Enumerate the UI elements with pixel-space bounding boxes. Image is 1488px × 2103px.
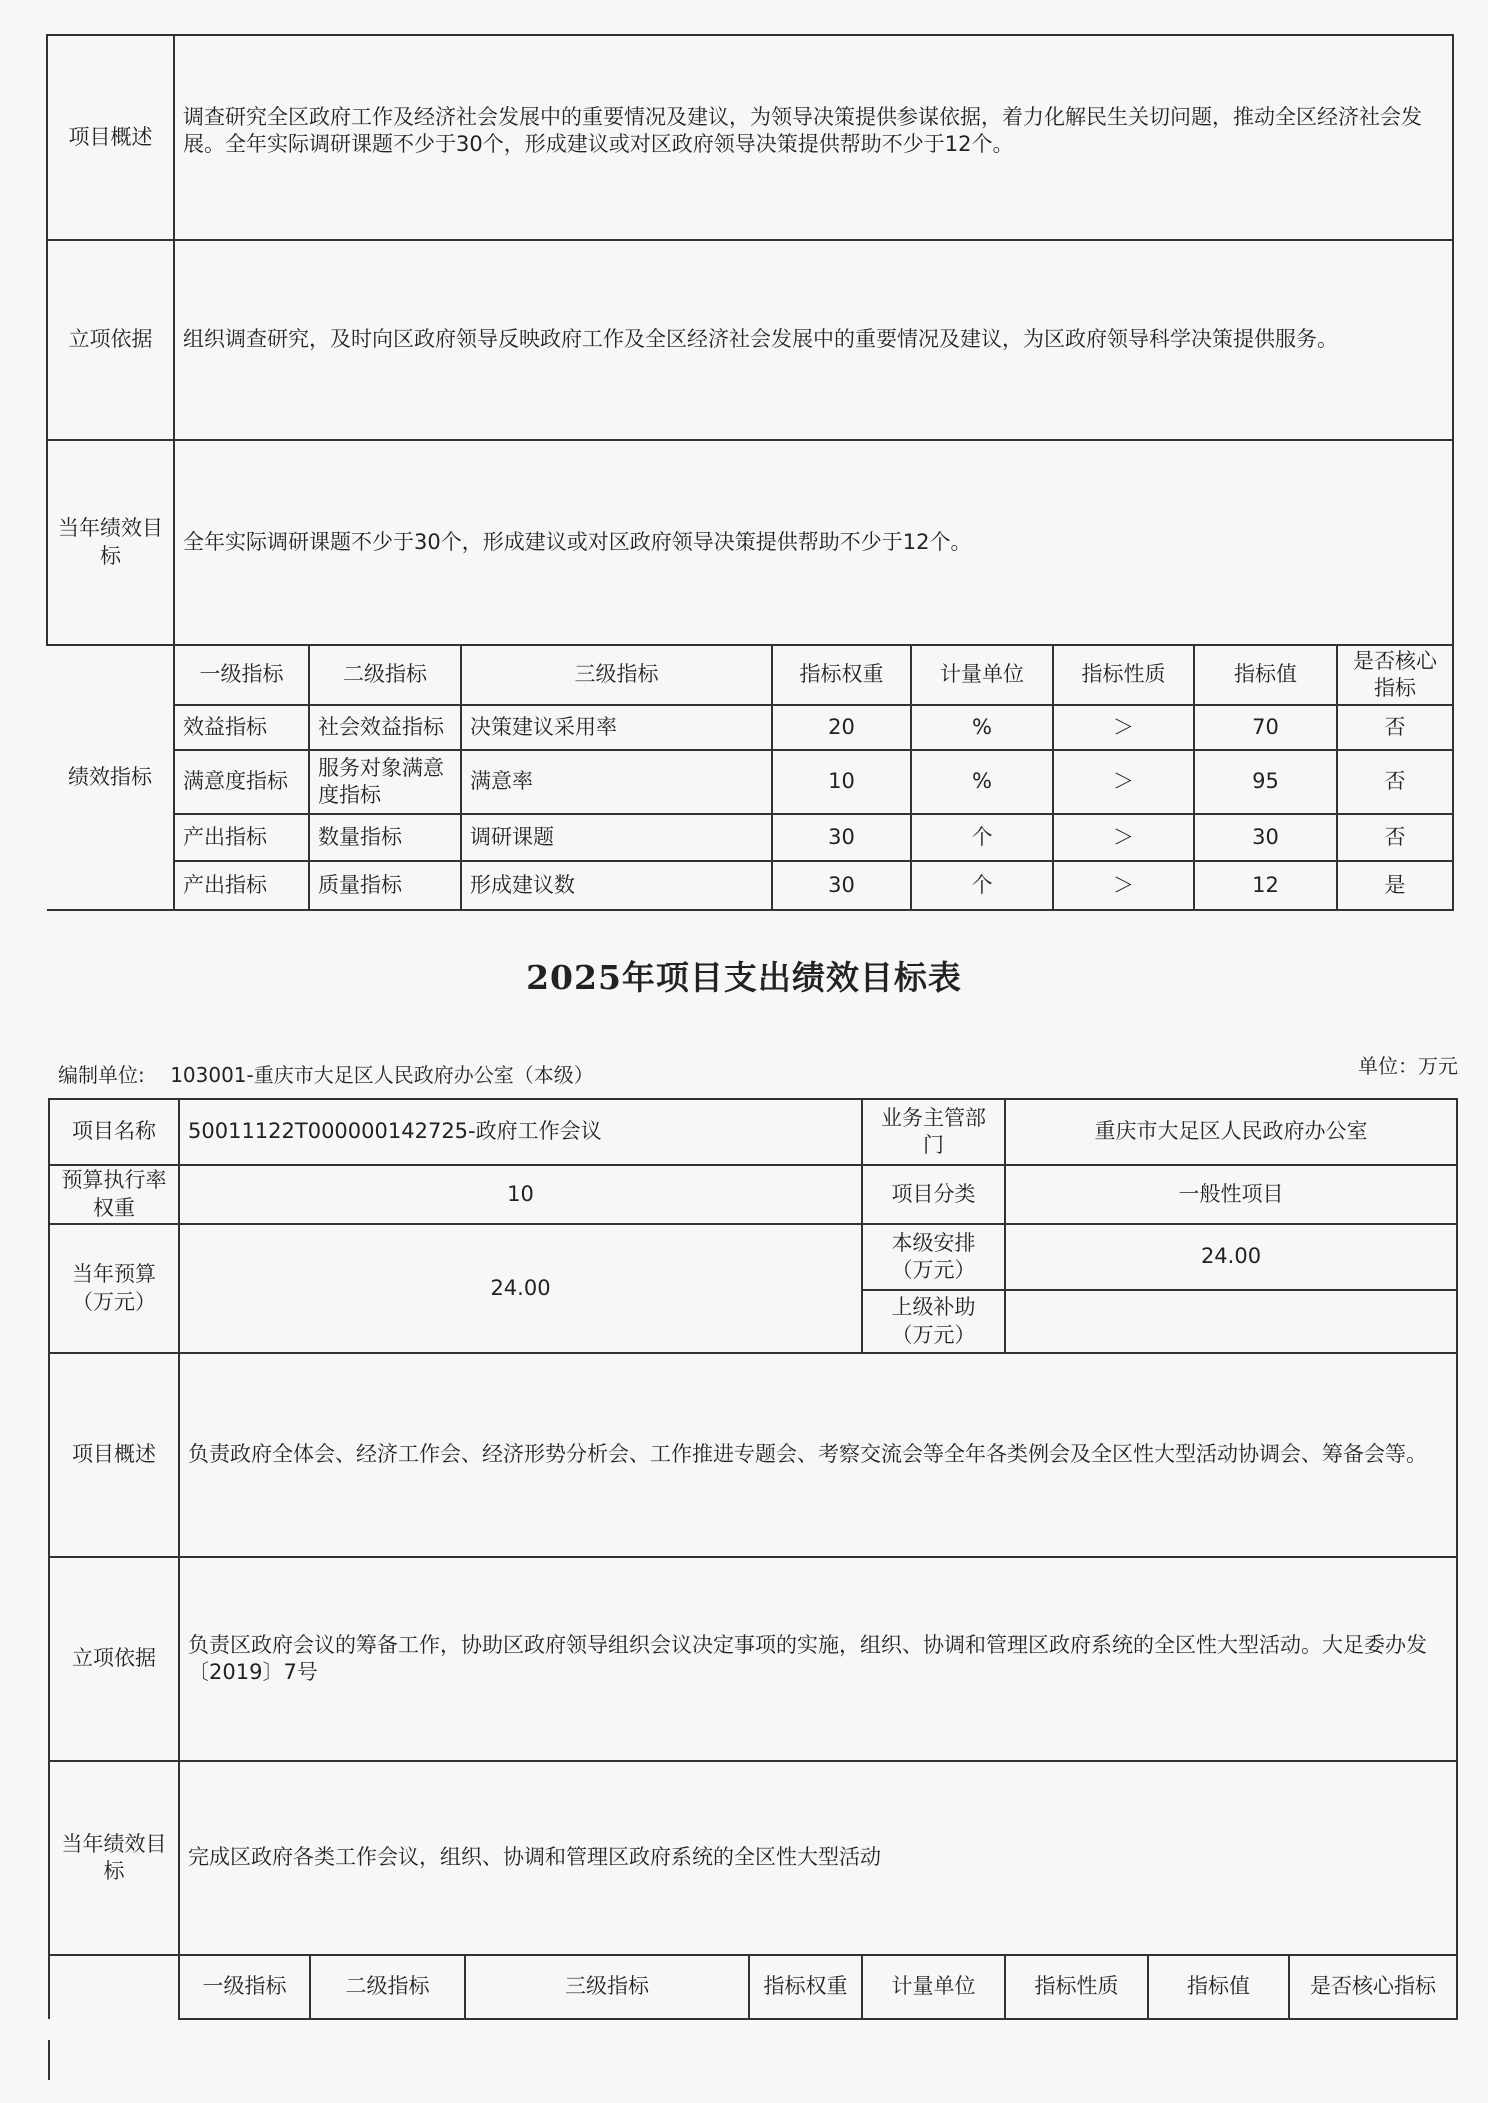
cell-level3: 决策建议采用率	[461, 705, 772, 750]
local-value: 24.00	[1005, 1224, 1457, 1290]
cell-weight: 30	[772, 861, 911, 910]
compiling-unit-label: 编制单位:	[58, 1063, 145, 1087]
header-nature: 指标性质	[1005, 1955, 1148, 2019]
cell-level3: 满意率	[461, 750, 772, 814]
cell-core: 是	[1337, 861, 1453, 910]
header-unit: 计量单位	[911, 645, 1053, 705]
local-label: 本级安排（万元）	[862, 1224, 1005, 1290]
dept-label: 业务主管部门	[862, 1099, 1005, 1165]
cell-nature: ＞	[1053, 861, 1194, 910]
goal2-label: 当年绩效目标	[49, 1761, 179, 1955]
overview-label: 项目概述	[47, 35, 174, 240]
cell-level3: 调研课题	[461, 814, 772, 861]
cell-level1: 产出指标	[174, 814, 309, 861]
category-value: 一般性项目	[1005, 1165, 1457, 1224]
header-weight: 指标权重	[749, 1955, 862, 2019]
cell-weight: 30	[772, 814, 911, 861]
header-weight: 指标权重	[772, 645, 911, 705]
basis-label: 立项依据	[47, 240, 174, 440]
goal2-text: 完成区政府各类工作会议，组织、协调和管理区政府系统的全区性大型活动	[179, 1761, 1457, 1955]
goal-text: 全年实际调研课题不少于30个，形成建议或对区政府领导决策提供帮助不少于12个。	[174, 440, 1453, 645]
header-value: 指标值	[1148, 1955, 1289, 2019]
overview2-text: 负责政府全体会、经济工作会、经济形势分析会、工作推进专题会、考察交流会等全年各类例会及全区性大型活动协调会、筹备会等。	[179, 1353, 1457, 1557]
table-row	[47, 705, 1453, 750]
overview2-label: 项目概述	[49, 1353, 179, 1557]
cell-level1: 效益指标	[174, 705, 309, 750]
cell-level2: 社会效益指标	[309, 705, 461, 750]
cell-level1: 产出指标	[174, 861, 309, 910]
header-value: 指标值	[1194, 645, 1337, 705]
table-row	[47, 814, 1453, 861]
indicators2-label-cell	[49, 1955, 179, 2019]
table-row	[47, 750, 1453, 814]
table-row	[47, 861, 1453, 910]
cell-level2: 数量指标	[309, 814, 461, 861]
cell-weight: 20	[772, 705, 911, 750]
basis2-label: 立项依据	[49, 1557, 179, 1761]
cell-value: 95	[1194, 750, 1337, 814]
subsidy-label: 上级补助（万元）	[862, 1290, 1005, 1353]
header-core: 是否核心指标	[1289, 1955, 1457, 2019]
basis2-text: 负责区政府会议的筹备工作，协助区政府领导组织会议决定事项的实施，组织、协调和管理区政府系统的全区性大型活动。大足委办发〔2019〕7号	[179, 1557, 1457, 1761]
goal-label: 当年绩效目标	[47, 440, 174, 645]
overview-text: 调查研究全区政府工作及经济社会发展中的重要情况及建议，为领导决策提供参谋依据，着力化解民生关切问题，推动全区经济社会发展。全年实际调研课题不少于30个，形成建议或对区政府领导决策提供帮助不少于12个。	[174, 35, 1453, 240]
unit-label: 单位：万元	[1358, 1054, 1458, 1078]
compiling-unit	[58, 1059, 594, 1088]
header-level3: 三级指标	[465, 1955, 749, 2019]
dept-value: 重庆市大足区人民政府办公室	[1005, 1099, 1457, 1165]
cell-core: 否	[1337, 814, 1453, 861]
left-border-continuation	[48, 2040, 50, 2080]
cell-value: 70	[1194, 705, 1337, 750]
cell-level1: 满意度指标	[174, 750, 309, 814]
header-level3: 三级指标	[461, 645, 772, 705]
cell-nature: ＞	[1053, 750, 1194, 814]
budget-label: 当年预算（万元）	[49, 1224, 179, 1353]
exec-rate-label: 预算执行率权重	[49, 1165, 179, 1224]
cell-value: 12	[1194, 861, 1337, 910]
cell-weight: 10	[772, 750, 911, 814]
exec-rate-value: 10	[179, 1165, 862, 1224]
cell-value: 30	[1194, 814, 1337, 861]
cell-level2: 质量指标	[309, 861, 461, 910]
table-section-2	[48, 1098, 1458, 2020]
cell-unit: %	[911, 705, 1053, 750]
cell-unit: 个	[911, 814, 1053, 861]
header-level1: 一级指标	[179, 1955, 310, 2019]
budget-value: 24.00	[179, 1224, 862, 1353]
compiling-unit-value: 103001-重庆市大足区人民政府办公室（本级）	[170, 1063, 594, 1087]
cell-nature: ＞	[1053, 814, 1194, 861]
subsidy-value	[1005, 1290, 1457, 1353]
header-nature: 指标性质	[1053, 645, 1194, 705]
cell-level3: 形成建议数	[461, 861, 772, 910]
cell-level2: 服务对象满意度指标	[309, 750, 461, 814]
project-name-label: 项目名称	[49, 1099, 179, 1165]
cell-core: 否	[1337, 750, 1453, 814]
basis-text: 组织调查研究，及时向区政府领导反映政府工作及全区经济社会发展中的重要情况及建议，为区政府领导科学决策提供服务。	[174, 240, 1453, 440]
project-name-value: 50011122T000000142725-政府工作会议	[179, 1099, 862, 1165]
header-core: 是否核心指标	[1337, 645, 1453, 705]
header-level2: 二级指标	[309, 645, 461, 705]
cell-unit: 个	[911, 861, 1053, 910]
cell-core: 否	[1337, 705, 1453, 750]
category-label: 项目分类	[862, 1165, 1005, 1224]
header-level1: 一级指标	[174, 645, 309, 705]
indicators-label: 绩效指标	[47, 645, 174, 910]
header-unit: 计量单位	[862, 1955, 1005, 2019]
page-title: 2025年项目支出绩效目标表	[526, 958, 962, 997]
cell-nature: ＞	[1053, 705, 1194, 750]
header-level2: 二级指标	[310, 1955, 465, 2019]
cell-unit: %	[911, 750, 1053, 814]
table-section-1	[46, 34, 1454, 911]
